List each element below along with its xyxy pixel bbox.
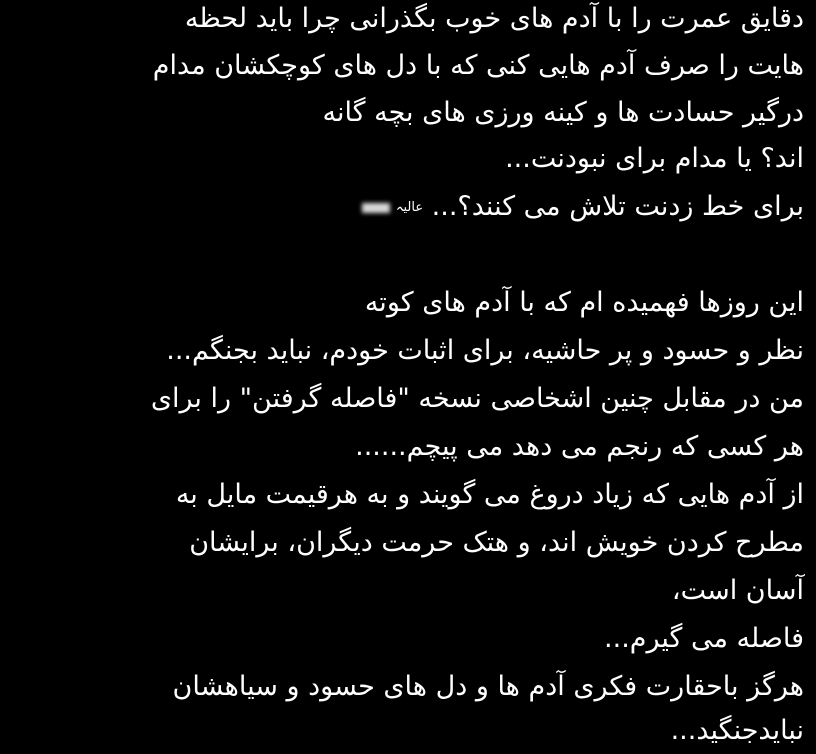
text-line: من در مقابل چنین اشخاصی نسخه "فاصله گرفتن" را برای [150, 383, 804, 414]
text-line: نظر و حسود و پر حاشیه، برای اثبات خودم، نباید بجنگم... [166, 335, 804, 366]
text-line: نبایدجنگید... [670, 715, 804, 746]
text-line: درگیر حسادت ها و کینه ورزی های بچه گانه [322, 97, 804, 128]
text-line: آسان است، [671, 575, 804, 606]
text-line-with-signature [4, 184, 804, 230]
text-line: فاصله می گیرم... [604, 623, 804, 654]
text-line: هرگز باحقارت فکری آدم ها و دل های حسود و سیاهشان [172, 671, 804, 702]
text-line: دقایق عمرت را با آدم های خوب بگذرانی چرا باید لحظه [184, 3, 804, 34]
text-line: برای خط زدنت تلاش می کنند؟... [431, 191, 804, 222]
text-line: اند؟ یا مدام برای نبودنت... [505, 143, 804, 174]
text-line: هایت را صرف آدم هایی کنی که با دل های کوچکشان مدام [152, 50, 804, 81]
signature: عالیہ [395, 199, 424, 215]
text-line: مطرح کردن خویش اند، و هتک حرمت دیگران، برایشان [189, 527, 804, 558]
text-line: این روزها فهمیده ام که با آدم های کوته [364, 287, 804, 318]
blurred-signature-mark [362, 203, 390, 213]
text-line: از آدم هایی که زیاد دروغ می گویند و به هرقیمت مایل به [175, 479, 804, 510]
text-line: هر کسی که رنجم می دهد می پیچم...... [355, 431, 804, 462]
